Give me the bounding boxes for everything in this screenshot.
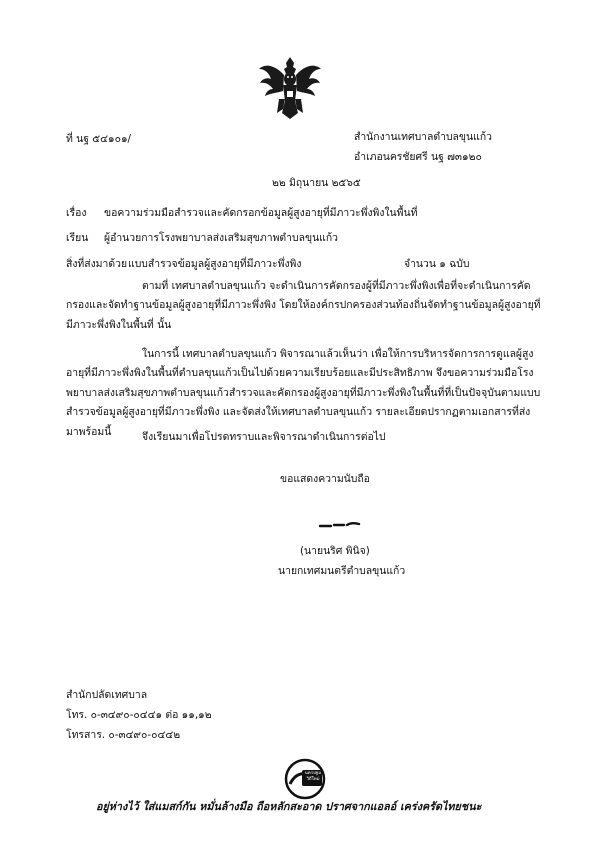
signature-mark [318, 516, 364, 534]
signer-title: นายกเทศมนตรีตำบลขุนแก้ว [278, 565, 406, 577]
recipient-text: ผู้อำนวยการโรงพยาบาลส่งเสริมสุขภาพตำบลขุนแก้ว [104, 232, 338, 244]
office-name: สำนักงานเทศบาลตำบลขุนแก้ว [354, 131, 492, 143]
signer-name: (นายนริศ พินิจ) [300, 545, 370, 557]
office-address: อำเภอนครชัยศรี นฐ ๗๓๑๒๐ [354, 151, 482, 163]
reference-number: ที่ นฐ ๕๔๑๐๑/ [66, 133, 132, 145]
municipality-seal [284, 758, 326, 800]
subject-label: เรื่อง [66, 207, 87, 219]
department: สำนักปลัดเทศบาล [66, 689, 148, 701]
recipient-label: เรียน [66, 232, 89, 244]
body-paragraph-1: ตามที่ เทศบาลตำบลขุนแก้ว จะดำเนินการคัดกรองผู้ที่มีภาวะพึ่งพิงเพื่อที่จะดำเนินการคัดกรองและจัดทำฐานข้อมูลผู้สูงอายุที่มีภาวะพึ่งพิง โดยให้องค์กรปกครองส่วนท้องถิ่นจัดทำฐานข้อมูลผู้สูงอายุที่มีภาวะพึ่งพิงในพื้นที่ นั้น [66, 280, 541, 331]
campaign-motto: อยู่ห่างไว้ ใส่แมสก์กัน หมั่นล้างมือ ถือหลักสะอาด ปราศจากแอลอ์ เคร่งครัดไทยชนะ [96, 800, 482, 813]
enclosure-label: สิ่งที่ส่งมาด้วย [66, 258, 128, 270]
garuda-emblem-icon [257, 55, 323, 121]
fax-number: โทรสาร. ๐-๓๔๙๐-๐๔๔๒ [66, 729, 181, 741]
subject-text: ขอความร่วมมือสำรวจและคัดกรอกข้อมูลผู้สูงอายุที่มีภาวะพึ่งพิงในพื้นที่ [104, 207, 418, 219]
enclosure-count: จำนวน ๑ ฉบับ [404, 258, 470, 270]
body-paragraph-2: ในการนี้ เทศบาลตำบลขุนแก้ว พิจารณาแล้วเห็นว่า เพื่อให้การบริหารจัดการการดูแลผู้สูงอายุที่มีภาวะพึ่งพิงในพื้นที่ตำบลขุนแก้วเป็นไปด้วยความเรียบร้อยและมีประสิทธิภาพ จึงขอความร่วมมือโรงพยาบาลส่งเสริมสุขภาพตำบลขุนแก้วสำรวจและคัดกรองผู้สูงอายุที่มีภาวะพึ่งพิงในพื้นที่ที่เป็นปัจจุบันตามแบบสำรวจข้อมูลผู้สูงอายุที่มีภาวะพึ่งพิง และจัดส่งให้เทศบาลตำบลขุนแก้ว รายละเอียดปรากฏตามเอกสารที่ส่งมาพร้อมนี้ [66, 348, 541, 438]
enclosure-text: แบบสำรวจข้อมูลผู้สูงอายุที่มีภาวะพึ่งพิง [128, 258, 302, 270]
body-paragraph-3: จึงเรียนมาเพื่อโปรดทราบและพิจารณาดำเนินการต่อไป [142, 431, 386, 443]
seal-text: นครปฐม วิถีใหม่ [304, 771, 322, 782]
letter-date: ๒๒ มิถุนายน ๒๕๖๕ [272, 177, 361, 189]
closing-phrase: ขอแสดงความนับถือ [280, 473, 370, 485]
phone-number: โทร. ๐-๓๔๙๐-๐๔๔๑ ต่อ ๑๑,๑๒ [66, 709, 212, 721]
